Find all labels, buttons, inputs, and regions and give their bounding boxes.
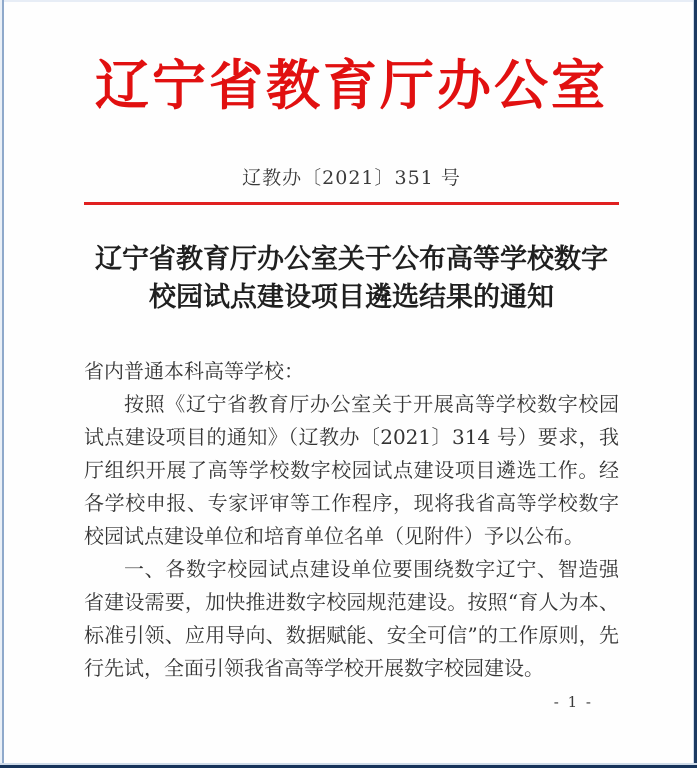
notice-title-line-1: 辽宁省教育厅办公室关于公布高等学校数字 xyxy=(95,244,608,275)
paragraph-1: 按照《辽宁省教育厅办公室关于开展高等学校数字校园试点建设项目的通知》（辽教办〔2021〕314 号）要求，我厅组织开展了高等学校数字校园试点建设项目遴选工作。经各学校申报、专家评审等工作程序，现将我省高等学校数字校园试点建设单位和培育单位名单（见附件）予以公布。 xyxy=(84,392,619,548)
agency-name-header: 辽宁省教育厅办公室 xyxy=(95,53,608,117)
document-number: 辽教办〔2021〕351 号 xyxy=(242,167,461,189)
frame-border-left xyxy=(0,0,4,768)
paragraph-2: 一、各数字校园试点建设单位要围绕数字辽宁、智造强省建设需要，加快推进数字校园规范建设。按照“育人为本、标准引领、应用导向、数据赋能、安全可信”的工作原则，先行先试，全面引领我省高等学校开展数字校园建设。 xyxy=(84,557,619,680)
notice-body xyxy=(84,355,619,685)
notice-title-line-2: 校园试点建设项目遴选结果的通知 xyxy=(149,282,554,313)
red-separator-line xyxy=(84,202,619,205)
frame-border-right xyxy=(693,0,697,768)
frame-border-top xyxy=(0,0,697,2)
page-number: - 1 - xyxy=(553,693,593,711)
frame-border-bottom xyxy=(0,763,697,768)
salutation: 省内普通本科高等学校： xyxy=(84,359,304,383)
notice-title xyxy=(84,241,619,317)
